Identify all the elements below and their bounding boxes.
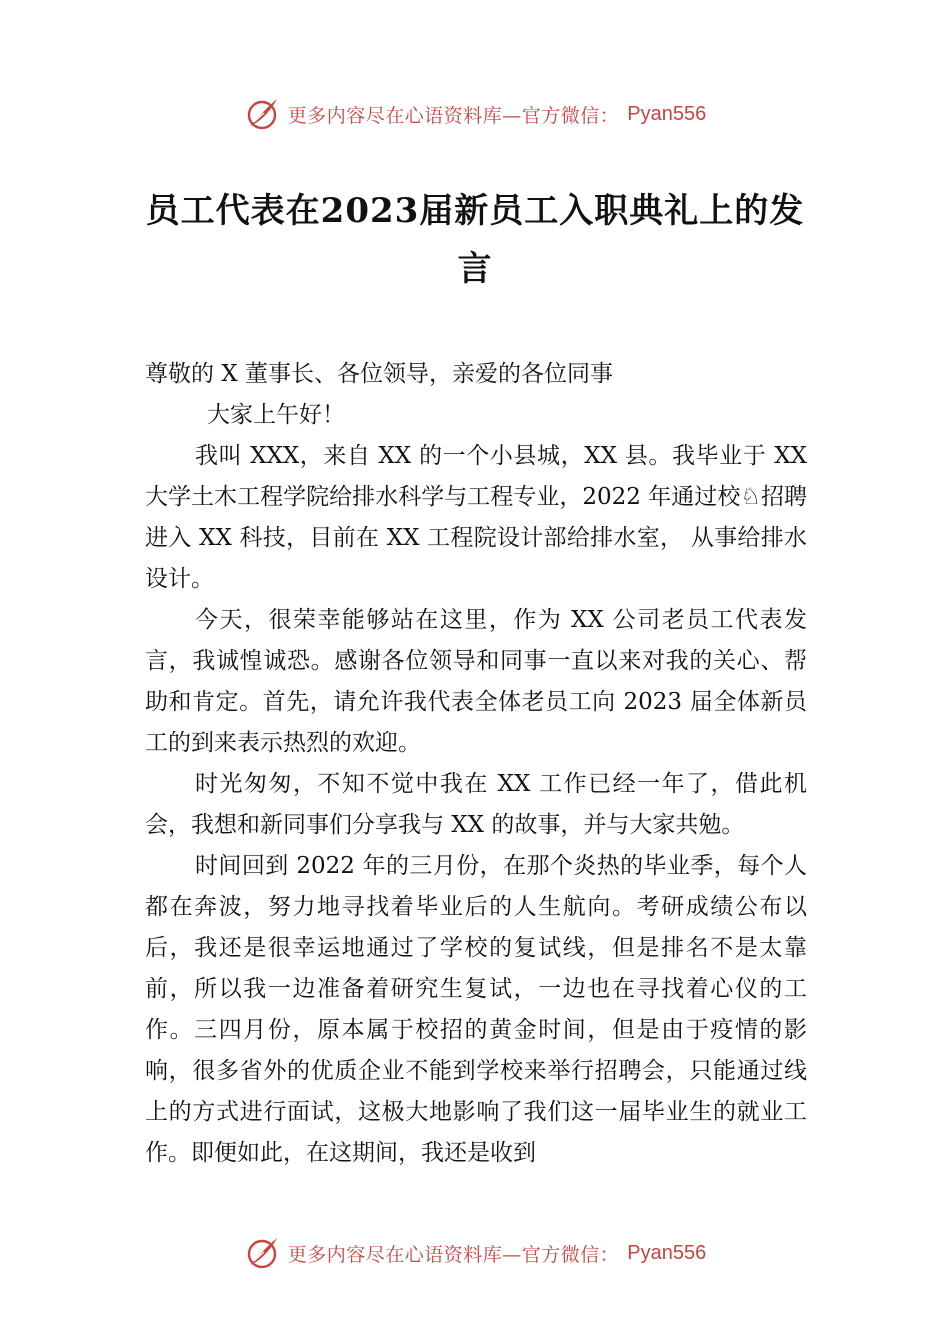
header-banner (0, 94, 950, 134)
document-body (145, 354, 807, 1174)
feather-pen-logo-icon (244, 96, 280, 132)
document-title: 员工代表在2023届新员工入职典礼上的发言 (145, 191, 805, 289)
paragraph-4: 时间回到 2022 年的三月份，在那个炎热的毕业季，每个人都在奔波，努力地寻找着毕业后的人生航向。考研成绩公布以后，我还是很幸运地通过了学校的复试线，但是排名不是太靠前，所以我一边准备着研究生复试，一边也在寻找着心仪的工作。三四月份，原本属于校招的黄金时间，但是由于疫情的影响，很多省外的优质企业不能到学校来举行招聘会，只能通过线上的方式进行面试，这极大地影响了我们这一届毕业生的就业工作。即便如此，在这期间，我还是收到 (145, 853, 807, 1166)
banner-wechat-id: Pyan556 (627, 1241, 707, 1264)
banner-wechat-id: Pyan556 (627, 102, 707, 125)
footer-banner (0, 1233, 950, 1273)
paragraph-2: 今天，很荣幸能够站在这里，作为 XX 公司老员工代表发言，我诚惶诚恐。感谢各位领导和同事一直以来对我的关心、帮助和肯定。首先，请允许我代表全体老员工向 2023 届全体新员工的到来表示热烈的欢迎。 (145, 607, 807, 756)
banner-text: 更多内容尽在心语资料库—官方微信： (287, 104, 620, 127)
banner-text: 更多内容尽在心语资料库—官方微信： (287, 1243, 620, 1266)
greeting: 大家上午好！ (207, 402, 345, 428)
paragraph-1: 我叫 XXX，来自 XX 的一个小县城，XX 县。我毕业于 XX 大学土木工程学院给排水科学与工程专业，2022 年通过校♘招聘进入 XX 科技，目前在 XX 工程院设计部给排水室， 从事给排水设计。 (145, 443, 807, 592)
salutation: 尊敬的 X 董事长、各位领导，亲爱的各位同事 (145, 361, 613, 387)
paragraph-3: 时光匆匆，不知不觉中我在 XX 工作已经一年了，借此机会，我想和新同事们分享我与 XX 的故事，并与大家共勉。 (145, 771, 807, 838)
feather-pen-logo-icon (244, 1235, 280, 1271)
